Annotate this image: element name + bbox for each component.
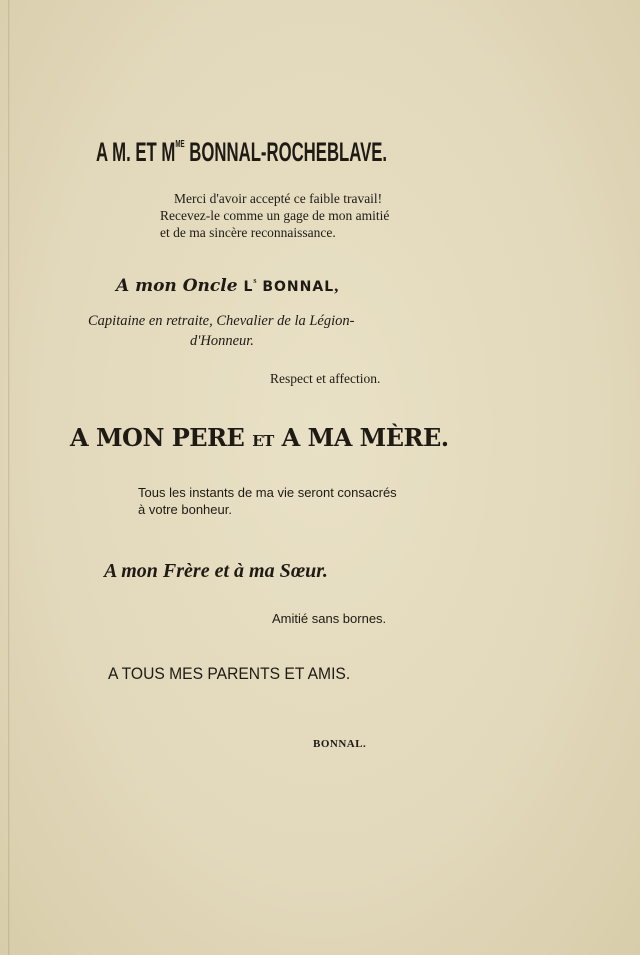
- dedication-heading-3: A MON PERE ET A MA MÈRE.: [70, 423, 449, 452]
- dedication-heading-1: A M. ET $M^{ME}$ BONNAL-ROCHEBLAVE.: [96, 137, 388, 167]
- author-signature: BONNAL.: [313, 738, 367, 750]
- dedication-message-4: Amitié sans bornes.: [272, 611, 387, 626]
- respect-line: Respect et affection.: [270, 371, 381, 386]
- message-line: Recevez-le comme un gage de mon amitié: [160, 208, 390, 223]
- dedication-heading-5: A TOUS MES PARENTS ET AMIS.: [108, 664, 351, 683]
- dedication-heading-2: A mon Oncle $L^s$ BONNAL,: [116, 276, 339, 296]
- message-line: Tous les instants de ma vie seront consacrés: [138, 485, 397, 500]
- dedication-message-1: [160, 190, 420, 241]
- message-line: et de ma sincère reconnaissance.: [160, 225, 336, 240]
- page-crease: [8, 0, 10, 955]
- caption-line: Capitaine en retraite, Chevalier de la Légion-: [88, 313, 355, 329]
- message-line: Merci d'avoir accepté ce faible travail!: [174, 191, 383, 206]
- caption-line: d'Honneur.: [190, 333, 254, 349]
- dedication-message-3: [138, 484, 438, 518]
- message-line: à votre bonheur.: [138, 502, 232, 517]
- dedication-caption: [88, 311, 418, 351]
- dedication-heading-4: A mon Frère et à ma Sœur.: [104, 560, 328, 582]
